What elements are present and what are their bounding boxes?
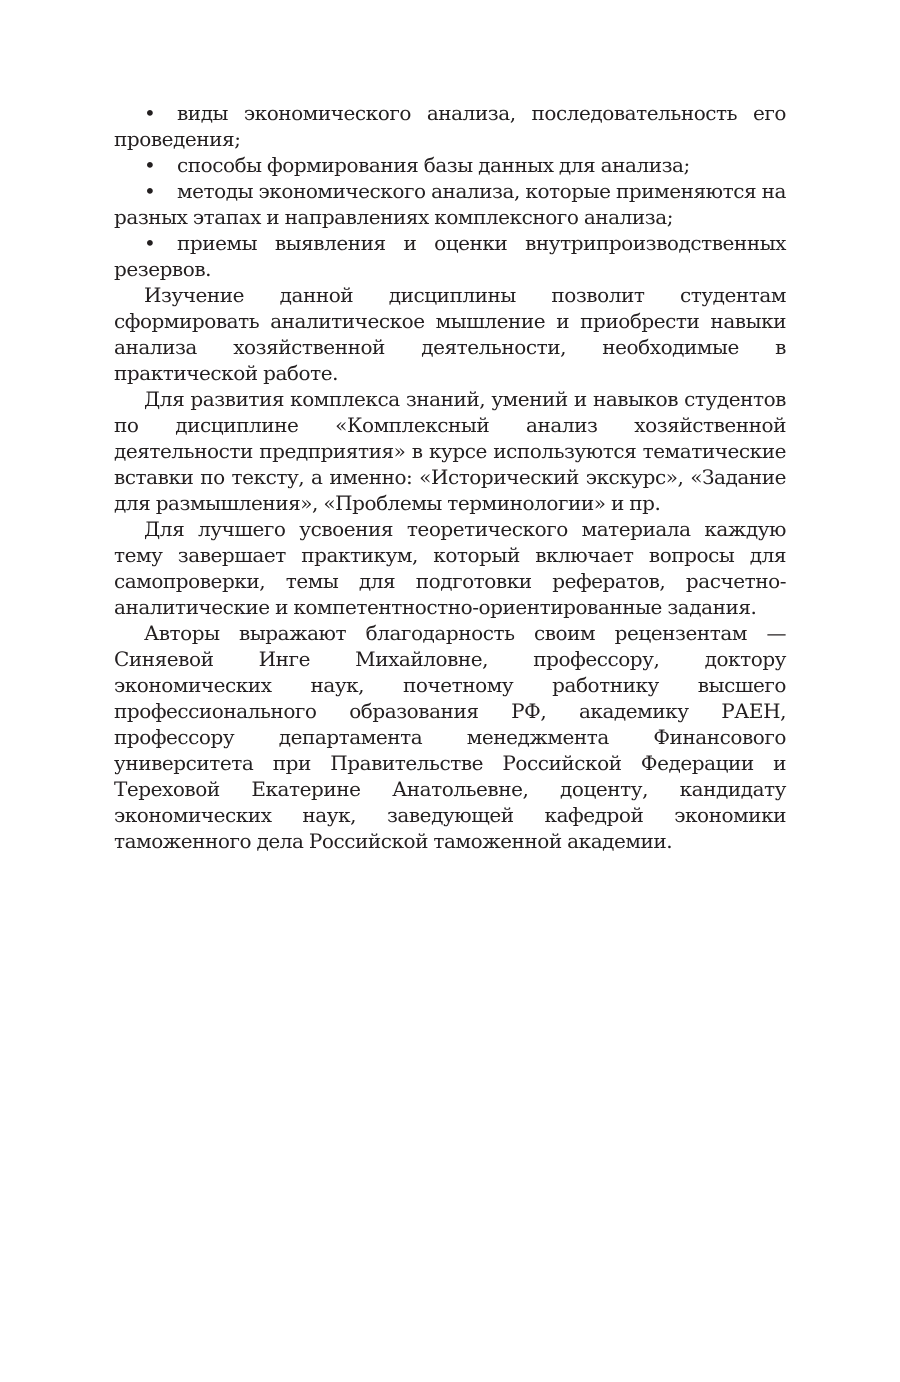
bullet-icon: •	[144, 153, 156, 177]
bullet-icon: •	[144, 231, 156, 255]
list-item	[114, 178, 786, 230]
list-item	[114, 100, 786, 152]
list-item-text: виды экономического анализа, последовательность его проведения;	[114, 101, 786, 151]
bullet-list	[114, 100, 786, 282]
paragraph-practicum: Для лучшего усвоения теоретического материала каждую тему завершает практикум, который включает вопросы для самопроверки, темы для подготовки рефератов, расчетно-аналитические и компетентностно-ориентированные задания.	[114, 517, 786, 619]
paragraph-thematic-inserts: Для развития комплекса знаний, умений и навыков студентов по дисциплине «Комплексный анализ хозяйственной деятельности предприятия» в курсе используются тематические вставки по тексту, а именно: «Исторический экскурс», «Задание для размышления», «Проблемы терминологии» и пр.	[114, 387, 786, 515]
list-item	[114, 230, 786, 282]
page-body	[114, 100, 786, 854]
list-item-text: приемы выявления и оценки внутрипроизводственных резервов.	[114, 231, 786, 281]
paragraph-acknowledgements: Авторы выражают благодарность своим рецензентам — Синяевой Инге Михайловне, профессору, доктору экономических наук, почетному работнику высшего профессионального образования РФ, академику РАЕН, профессору департамента менеджмента Финансового университета при Правительстве Российской Федерации и Тереховой Екатерине Анатольевне, доценту, кандидату экономических наук, заведующей кафедрой экономики таможенного дела Российской таможенной академии.	[114, 621, 786, 853]
list-item	[114, 152, 786, 178]
paragraph-study-benefits: Изучение данной дисциплины позволит студентам сформировать аналитическое мышление и приобрести навыки анализа хозяйственной деятельности, необходимые в практической работе.	[114, 283, 786, 385]
list-item-text: способы формирования базы данных для анализа;	[177, 153, 690, 177]
bullet-icon: •	[144, 179, 156, 203]
bullet-icon: •	[144, 101, 156, 125]
list-item-text: методы экономического анализа, которые применяются на разных этапах и направлениях комплексного анализа;	[114, 179, 786, 229]
